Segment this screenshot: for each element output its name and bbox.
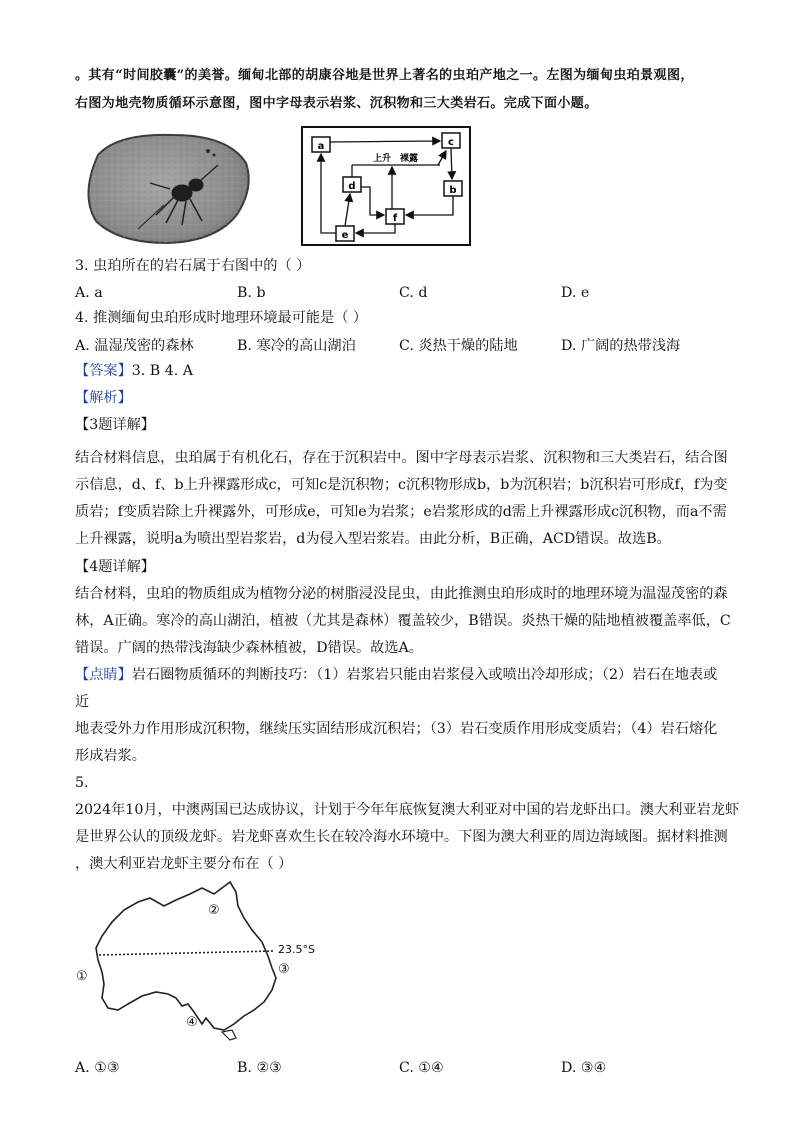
q4-stem: 4. 推测缅甸虫珀形成时地理环境最可能是（ ） (75, 310, 368, 326)
arrow-text-uplift: 上升 (373, 154, 392, 164)
analysis-tag: 【解析】 (75, 390, 132, 406)
marker-3: ③ (278, 962, 290, 977)
tip-tag: 【点睛】 (75, 667, 132, 683)
detail4-tag: 【4题详解】 (75, 559, 155, 575)
q5-line-1: 2024年10月，中澳两国已达成协议，计划于今年年底恢复澳大利亚对中国的岩龙虾出口。澳大利亚岩龙虾 (75, 802, 740, 818)
detail4-line-3: 错误。广阔的热带浅海缺少森林植被，D错误。故选A。 (75, 640, 423, 656)
latitude-label: 23.5°S (278, 943, 315, 956)
tip-line-1 (75, 665, 717, 685)
label-f: f (392, 213, 398, 224)
marker-2: ② (208, 903, 220, 918)
tip-line-3: 地表受外力作用形成沉积物，继续压实固结形成沉积岩；（3）岩石变质作用形成变质岩；（4）岩石熔化 (75, 721, 718, 737)
australia-map (72, 880, 332, 1048)
q3-option-b: B. b (237, 285, 266, 301)
q3-stem: 3. 虫珀所在的岩石属于右图中的（ ） (75, 258, 311, 274)
q4-option-c: C. 炎热干燥的陆地 (399, 338, 518, 354)
detail3-line-3: 质岩；f变质岩除上升裸露外，可形成e，可知e为岩浆；e岩浆形成的d需上升裸露形成c沉积物，而a不需 (75, 504, 727, 520)
label-a: a (317, 141, 325, 152)
tip-line-4: 形成岩浆。 (75, 748, 146, 764)
intro-line-1: 。其有“时间胶囊”的美誉。缅甸北部的胡康谷地是世界上著名的虫珀产地之一。左图为缅甸虫珀景观图， (75, 68, 694, 83)
answer-text: 3. B 4. A (131, 363, 194, 379)
intro-line-2: 右图为地壳物质循环示意图，图中字母表示岩浆、沉积物和三大类岩石。完成下面小题。 (75, 96, 598, 111)
arrow-text-exposure: 裸露 (400, 154, 419, 164)
detail3-line-4: 上升裸露，说明a为喷出型岩浆岩，d为侵入型岩浆岩。由此分析，B正确，ACD错误。故选B。 (75, 531, 671, 547)
marker-4: ④ (186, 1015, 198, 1030)
q4-option-d: D. 广阔的热带浅海 (561, 338, 681, 354)
detail3-line-2: 示信息，d、f、b上升裸露形成c，可知c是沉积物；c沉积物形成b，b为沉积岩；b沉积岩可形成f，f为变 (75, 477, 728, 493)
answer-tag: 【答案】 (75, 363, 132, 379)
q4-option-a: A. 温湿茂密的森林 (75, 338, 194, 354)
detail3-tag: 【3题详解】 (75, 417, 155, 433)
label-e: e (341, 230, 349, 241)
q5-number: 5. (75, 775, 89, 791)
q4-option-b: B. 寒冷的高山湖泊 (237, 338, 356, 354)
q3-option-d: D. e (561, 285, 590, 301)
q3-option-a: A. a (75, 285, 103, 301)
label-c: c (448, 137, 454, 148)
amber-photo (78, 125, 258, 247)
label-b: b (449, 185, 457, 196)
australia-coastline (96, 882, 276, 1030)
q5-option-d: D. ③④ (561, 1060, 607, 1076)
detail3-line-1: 结合材料信息，虫珀属于有机化石，存在于沉积岩中。图中字母表示岩浆、沉积物和三大类岩石，结合图 (75, 450, 728, 466)
q5-option-b: B. ②③ (237, 1060, 282, 1076)
marker-1: ① (76, 969, 88, 984)
q5-option-c: C. ①④ (399, 1060, 444, 1076)
answer-line (75, 361, 193, 381)
detail4-line-2: 林，A正确。寒冷的高山湖泊，植被（尤其是森林）覆盖较少，B错误。炎热干燥的陆地植被覆盖率低，C (75, 613, 731, 629)
q5-line-3: ，澳大利亚岩龙虾主要分布在（ ） (75, 856, 293, 872)
q5-option-a: A. ①③ (75, 1060, 120, 1076)
q5-line-2: 是世界公认的顶级龙虾。岩龙虾喜欢生长在较冷海水环境中。下图为澳大利亚的周边海域图。据材料推测 (75, 829, 728, 845)
detail4-line-1: 结合材料，虫珀的物质组成为植物分泌的树脂浸没昆虫，由此推测虫珀形成时的地理环境为温湿茂密的森 (75, 586, 728, 602)
q3-option-c: C. d (399, 285, 428, 301)
tip-text-1: 岩石圈物质循环的判断技巧：（1）岩浆岩只能由岩浆侵入或喷出冷却形成；（2）岩石在地表或 (131, 667, 718, 683)
rock-cycle-diagram (300, 125, 472, 247)
label-d: d (348, 181, 356, 192)
tip-line-2: 近 (75, 694, 90, 710)
